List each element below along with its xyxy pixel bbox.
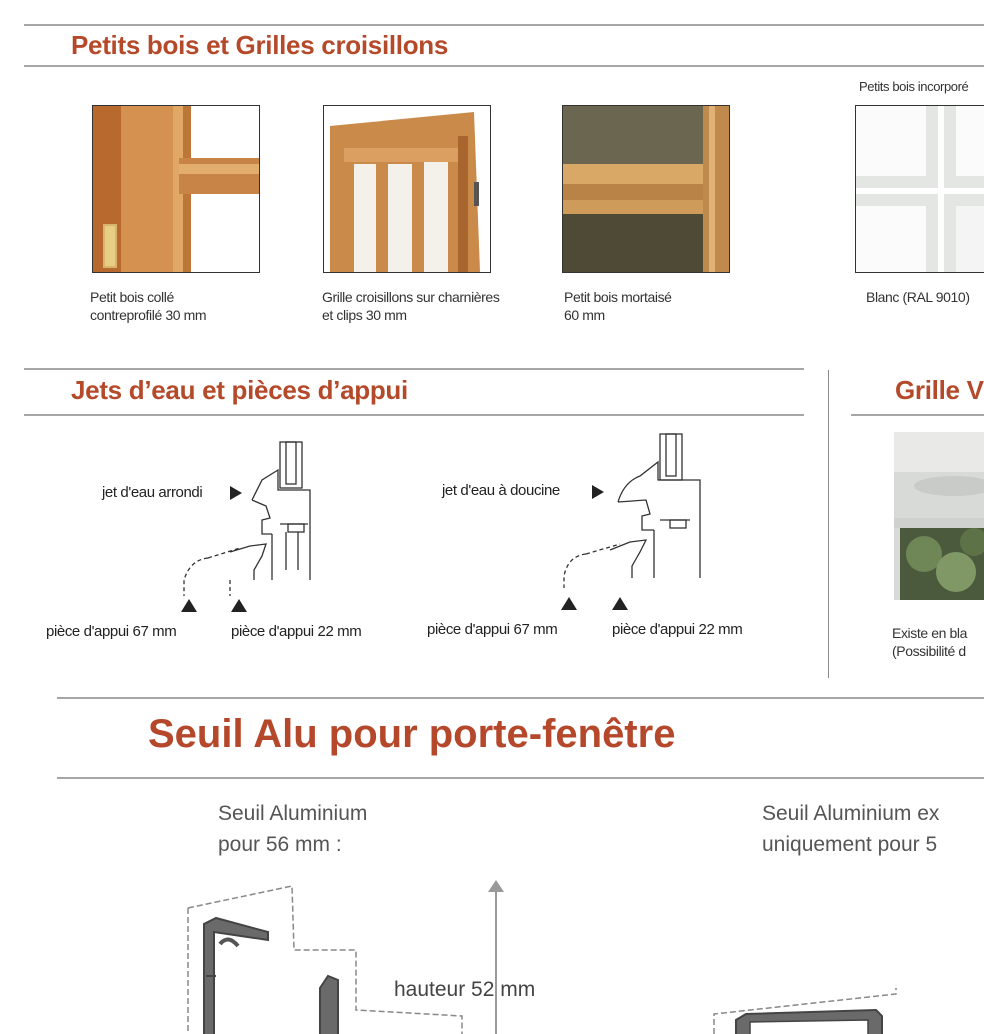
diagram-jet-doucine — [550, 432, 730, 592]
arrow-appui-67-left — [181, 599, 197, 612]
label-appui-67-left: pièce d'appui 67 mm — [46, 623, 177, 640]
top-rule — [24, 24, 984, 26]
label-hauteur: hauteur 52 mm — [394, 978, 536, 1001]
diagram-jet-arrondi — [170, 440, 350, 600]
petits-bois-rule — [24, 65, 984, 67]
grille-rule — [851, 414, 984, 416]
jets-top-rule — [24, 368, 804, 370]
caption-petit-bois-colle: Petit bois collé contreprofilé 30 mm — [90, 289, 207, 323]
label-appui-22-left: pièce d'appui 22 mm — [231, 623, 362, 640]
seuil-left-subtitle: Seuil Aluminium pour 56 mm : — [218, 802, 368, 856]
seuil-right-subtitle: Seuil Aluminium ex uniquement pour 5 — [762, 802, 940, 856]
vertical-divider — [828, 370, 829, 678]
photo-petit-bois-colle — [92, 105, 260, 273]
petits-bois-title: Petits bois et Grilles croisillons — [71, 30, 449, 60]
grille-title: Grille V — [895, 375, 984, 405]
label-appui-22-right: pièce d'appui 22 mm — [612, 621, 743, 638]
label-jet-doucine: jet d'eau à doucine — [442, 482, 560, 499]
seuil-title: Seuil Alu pour porte-fenêtre — [148, 712, 676, 756]
photo-grille-croisillons — [323, 105, 491, 273]
photo-petits-bois-blanc — [855, 105, 984, 273]
arrow-appui-67-right — [561, 597, 577, 610]
caption-grille-v: Existe en bla (Possibilité d — [892, 625, 967, 659]
arrow-appui-22-right — [612, 597, 628, 610]
diagram-seuil-right — [706, 984, 984, 1034]
diagram-seuil-56 — [180, 876, 520, 1034]
photo-grille-v — [894, 432, 984, 600]
petits-bois-incorporated-label: Petits bois incorporé — [859, 79, 969, 94]
label-appui-67-right: pièce d'appui 67 mm — [427, 621, 558, 638]
photo-petit-bois-mortaise — [562, 105, 730, 273]
caption-blanc: Blanc (RAL 9010) — [866, 289, 970, 305]
jets-bottom-rule — [24, 414, 804, 416]
label-jet-arrondi: jet d'eau arrondi — [102, 484, 203, 501]
jets-title: Jets d’eau et pièces d’appui — [71, 375, 408, 405]
caption-petit-bois-mortaise: Petit bois mortaisé 60 mm — [564, 289, 672, 323]
seuil-top-rule — [57, 697, 984, 699]
arrow-appui-22-left — [231, 599, 247, 612]
seuil-bottom-rule — [57, 777, 984, 779]
caption-grille-croisillons: Grille croisillons sur charnières et clips 30 mm — [322, 289, 500, 323]
